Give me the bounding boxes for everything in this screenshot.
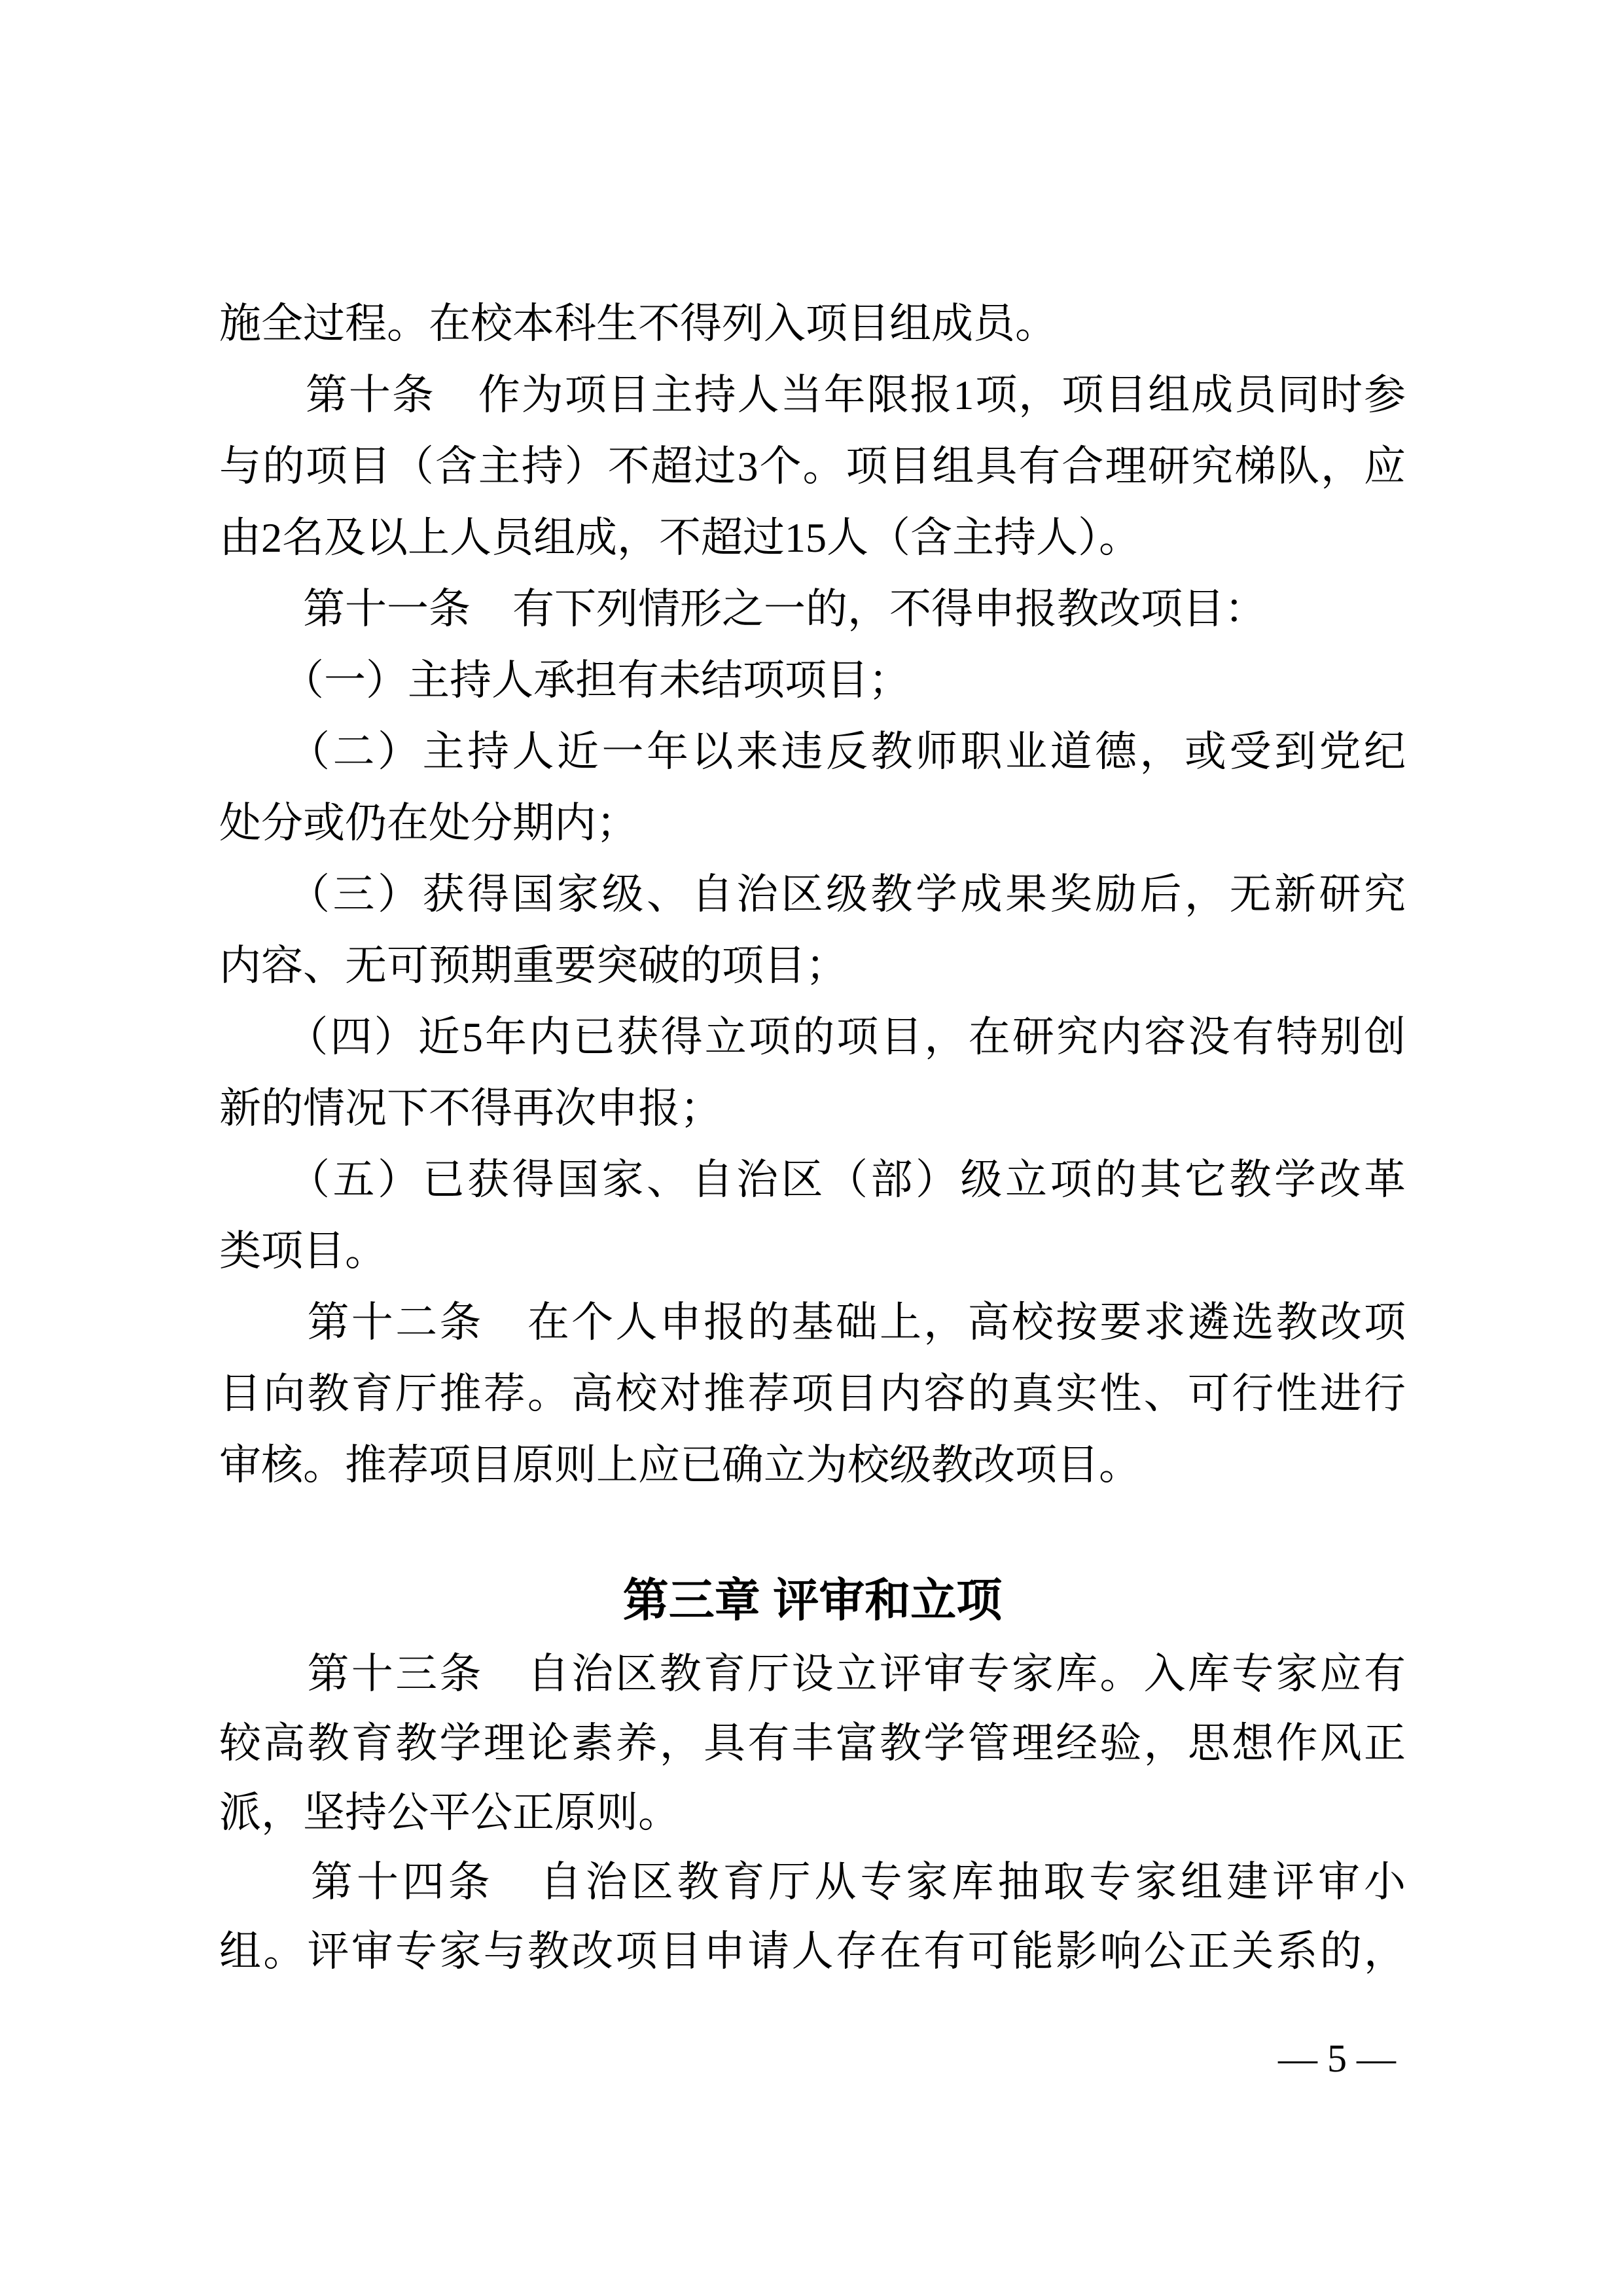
section-after-heading xyxy=(219,1640,1406,1986)
document-line: 与的项目（含主持）不超过3个。项目组具有合理研究梯队，应 xyxy=(219,443,1406,490)
document-line: （一）主持人承担有未结项项目； xyxy=(219,657,910,704)
document-body xyxy=(219,288,1406,1986)
document-line: 第十一条 有下列情形之一的，不得申报教改项目： xyxy=(219,586,1266,632)
page-number: — 5 — xyxy=(1278,2037,1396,2080)
document-line: 目向教育厅推荐。高校对推荐项目内容的真实性、可行性进行 xyxy=(219,1371,1406,1417)
document-line: 第十二条 在个人申报的基础上，高校按要求遴选教改项 xyxy=(219,1299,1406,1346)
document-line: 处分或仍在处分期内； xyxy=(219,800,638,846)
document-line: 第十条 作为项目主持人当年限报1项，项目组成员同时参 xyxy=(219,372,1406,418)
document-line: （四）近5年内已获得立项的项目，在研究内容没有特别创 xyxy=(219,1014,1406,1060)
document-line: 第十四条 自治区教育厅从专家库抽取专家组建评审小 xyxy=(219,1859,1406,1905)
document-line: （三）获得国家级、自治区级教学成果奖励后，无新研究 xyxy=(219,871,1406,918)
document-line: （二）主持人近一年以来违反教师职业道德，或受到党纪 xyxy=(219,728,1406,775)
document-line: 由2名及以上人员组成，不超过15人（含主持人）。 xyxy=(219,514,1141,561)
document-line: 审核。推荐项目原则上应已确立为校级教改项目。 xyxy=(219,1442,1141,1488)
document-line: 派，坚持公平公正原则。 xyxy=(219,1789,680,1836)
document-line: 较高教育教学理论素养，具有丰富教学管理经验，思想作风正 xyxy=(219,1720,1406,1767)
section-before-heading xyxy=(219,288,1406,1501)
document-line: 类项目。 xyxy=(219,1228,387,1274)
document-line: 组。评审专家与教改项目申请人存在有可能影响公正关系的， xyxy=(219,1928,1406,1975)
document-line: 施全过程。在校本科生不得列入项目组成员。 xyxy=(219,300,1057,347)
chapter-heading: 第三章 评审和立项 xyxy=(622,1575,1003,1626)
document-line: （五）已获得国家、自治区（部）级立项的其它教学改革 xyxy=(219,1157,1406,1203)
document-line: 第十三条 自治区教育厅设立评审专家库。入库专家应有 xyxy=(219,1651,1406,1697)
document-line: 内容、无可预期重要突破的项目； xyxy=(219,942,847,989)
document-line: 新的情况下不得再次申报； xyxy=(219,1085,722,1132)
